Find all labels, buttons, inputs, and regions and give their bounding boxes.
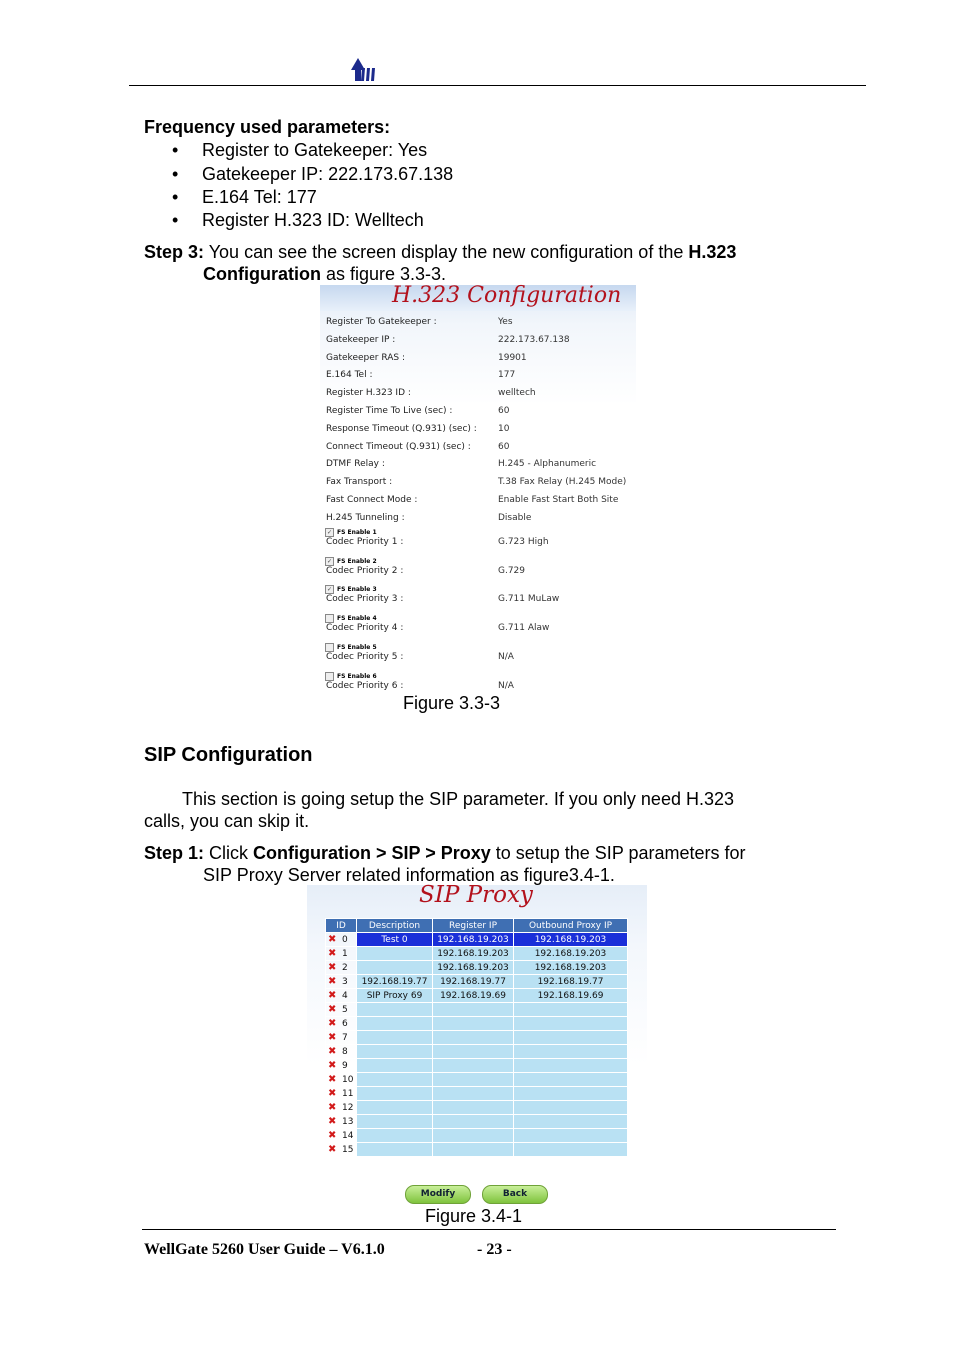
- row-id: 15: [342, 1145, 354, 1155]
- footer-page-number: - 23 -: [477, 1241, 512, 1258]
- h323-param-value: 177: [498, 370, 516, 381]
- fs-enable-checkbox[interactable]: [325, 528, 377, 537]
- header-rule: [129, 85, 866, 86]
- description-cell[interactable]: [357, 1073, 433, 1087]
- fs-enable-checkbox[interactable]: [325, 614, 377, 623]
- description-cell[interactable]: [357, 1017, 433, 1031]
- codec-priority-label: Codec Priority 6 :: [326, 680, 404, 691]
- outbound-proxy-ip-cell[interactable]: 192.168.19.203: [514, 933, 628, 947]
- description-cell[interactable]: [357, 1087, 433, 1101]
- row-id: 12: [342, 1103, 354, 1113]
- table-row[interactable]: [326, 1017, 628, 1031]
- col-register-ip: Register IP: [433, 919, 514, 933]
- row-id: 14: [342, 1131, 354, 1141]
- row-id: 8: [342, 1047, 348, 1057]
- table-row[interactable]: [326, 1045, 628, 1059]
- description-cell[interactable]: [357, 1031, 433, 1045]
- register-ip-cell[interactable]: 192.168.19.203: [433, 933, 514, 947]
- fs-enable-label: FS Enable 4: [337, 615, 377, 623]
- table-row[interactable]: [326, 1115, 628, 1129]
- delete-icon[interactable]: ✖: [328, 1032, 337, 1043]
- step3-line2: Configuration as figure 3.3-3.: [203, 264, 447, 284]
- register-ip-cell[interactable]: 192.168.19.77: [433, 975, 514, 989]
- codec-priority-value: N/A: [498, 651, 514, 662]
- step1-line1: Step 1: Click Configuration > SIP > Proxy to setup the SIP parameters for: [144, 843, 746, 863]
- outbound-proxy-ip-cell[interactable]: [514, 1059, 628, 1073]
- fs-enable-label: FS Enable 3: [337, 586, 377, 594]
- description-cell[interactable]: SIP Proxy 69: [357, 989, 433, 1003]
- step3-line1: Step 3: You can see the screen display the new configuration of the H.323: [144, 242, 737, 262]
- outbound-proxy-ip-cell[interactable]: [514, 1129, 628, 1143]
- outbound-proxy-ip-cell[interactable]: 192.168.19.77: [514, 975, 628, 989]
- codec-priority-label: Codec Priority 2 :: [326, 565, 404, 576]
- modify-button[interactable]: Modify: [405, 1185, 471, 1204]
- h323-param-value: 60: [498, 406, 510, 416]
- table-row[interactable]: [326, 1031, 628, 1045]
- table-row[interactable]: [326, 961, 628, 975]
- codec-priority-label: Codec Priority 5 :: [326, 651, 404, 662]
- delete-icon[interactable]: ✖: [328, 948, 337, 959]
- h323-param-value: 19901: [498, 352, 527, 363]
- table-row[interactable]: [326, 947, 628, 961]
- back-button[interactable]: Back: [482, 1185, 548, 1204]
- register-ip-cell[interactable]: [433, 1129, 514, 1143]
- register-ip-cell[interactable]: [433, 1073, 514, 1087]
- codec-priority-value: G.729: [498, 565, 526, 576]
- delete-icon[interactable]: ✖: [328, 1060, 337, 1071]
- register-ip-cell[interactable]: [433, 1017, 514, 1031]
- figure-caption-3-3-3: Figure 3.3-3: [403, 693, 501, 713]
- delete-icon[interactable]: ✖: [328, 1088, 337, 1099]
- sip-paragraph-line2: calls, you can skip it.: [144, 811, 310, 831]
- table-row[interactable]: [326, 1129, 628, 1143]
- codec-priority-label: Codec Priority 4 :: [326, 623, 404, 634]
- register-ip-cell[interactable]: [433, 1059, 514, 1073]
- col-outbound-proxy-ip: Outbound Proxy IP: [514, 919, 628, 933]
- description-cell[interactable]: [357, 1129, 433, 1143]
- delete-icon[interactable]: ✖: [328, 934, 337, 945]
- id-cell[interactable]: [326, 1143, 357, 1157]
- row-id: 13: [342, 1117, 354, 1127]
- description-cell[interactable]: [357, 947, 433, 961]
- id-cell[interactable]: [326, 1017, 357, 1031]
- register-ip-cell[interactable]: [433, 1031, 514, 1045]
- outbound-proxy-ip-cell[interactable]: [514, 1101, 628, 1115]
- fs-enable-checkbox[interactable]: [325, 672, 377, 681]
- row-id: 1: [342, 949, 348, 959]
- id-cell[interactable]: [326, 1059, 357, 1073]
- figure-caption-3-4-1: Figure 3.4-1: [425, 1206, 523, 1226]
- table-row[interactable]: [326, 1143, 628, 1157]
- checkbox-icon[interactable]: [325, 672, 334, 681]
- h323-param-value: 10: [498, 423, 510, 434]
- col-id: ID: [326, 919, 357, 933]
- delete-icon[interactable]: ✖: [328, 976, 337, 987]
- frequency-heading: Frequency used parameters:: [144, 117, 391, 137]
- checkbox-icon[interactable]: [325, 614, 334, 623]
- codec-priority-value: N/A: [498, 680, 514, 691]
- delete-icon[interactable]: ✖: [328, 1074, 337, 1085]
- bullet-item: • E.164 Tel: 177: [172, 187, 317, 207]
- footer-rule: [142, 1229, 836, 1230]
- id-cell[interactable]: [326, 1087, 357, 1101]
- delete-icon[interactable]: ✖: [328, 990, 337, 1001]
- bullet-item: • Register H.323 ID: Welltech: [172, 210, 424, 230]
- sip-section-heading: SIP Configuration: [144, 744, 313, 766]
- register-ip-cell[interactable]: [433, 1045, 514, 1059]
- h323-param-value: Enable Fast Start Both Site: [498, 495, 619, 505]
- delete-icon[interactable]: ✖: [328, 1130, 337, 1141]
- col-description: Description: [357, 919, 433, 933]
- h323-param-label: E.164 Tel :: [326, 370, 373, 381]
- table-row[interactable]: [326, 1073, 628, 1087]
- sip-paragraph-line1: This section is going setup the SIP parameter. If you only need H.323: [182, 789, 734, 809]
- fs-enable-label: FS Enable 2: [337, 557, 377, 565]
- delete-icon[interactable]: ✖: [328, 1004, 337, 1015]
- h323-param-label: Gatekeeper RAS :: [326, 352, 405, 363]
- bullet-item: • Register to Gatekeeper: Yes: [172, 140, 428, 160]
- h323-param-label: DTMF Relay :: [326, 459, 385, 470]
- delete-icon[interactable]: ✖: [328, 1046, 337, 1057]
- h323-title-bar: [320, 285, 636, 311]
- outbound-proxy-ip-cell[interactable]: [514, 1115, 628, 1129]
- outbound-proxy-ip-cell[interactable]: [514, 1143, 628, 1157]
- outbound-proxy-ip-cell[interactable]: 192.168.19.203: [514, 947, 628, 961]
- h323-param-value: welltech: [498, 388, 536, 399]
- register-ip-cell[interactable]: [433, 1101, 514, 1115]
- id-cell[interactable]: [326, 1101, 357, 1115]
- delete-icon[interactable]: ✖: [328, 1144, 337, 1155]
- description-cell[interactable]: [357, 1059, 433, 1073]
- table-row[interactable]: [326, 975, 628, 989]
- table-row[interactable]: [326, 1101, 628, 1115]
- codec-priority-value: G.711 MuLaw: [498, 594, 560, 605]
- outbound-proxy-ip-cell[interactable]: [514, 1017, 628, 1031]
- description-cell[interactable]: [357, 1143, 433, 1157]
- id-cell[interactable]: [326, 975, 357, 989]
- row-id: 10: [342, 1075, 354, 1085]
- codec-priority-value: G.711 Alaw: [498, 623, 550, 634]
- checkbox-icon[interactable]: ✓: [326, 529, 333, 536]
- outbound-proxy-ip-cell[interactable]: 192.168.19.69: [514, 989, 628, 1003]
- outbound-proxy-ip-cell[interactable]: [514, 1003, 628, 1017]
- table-row[interactable]: [326, 1087, 628, 1101]
- h323-param-value: 60: [498, 441, 510, 452]
- register-ip-cell[interactable]: 192.168.19.69: [433, 989, 514, 1003]
- row-id: 2: [342, 963, 348, 973]
- outbound-proxy-ip-cell[interactable]: [514, 1045, 628, 1059]
- register-ip-cell[interactable]: [433, 1003, 514, 1017]
- delete-icon[interactable]: ✖: [328, 1116, 337, 1127]
- description-cell[interactable]: [357, 1101, 433, 1115]
- outbound-proxy-ip-cell[interactable]: 192.168.19.203: [514, 961, 628, 975]
- register-ip-cell[interactable]: [433, 1143, 514, 1157]
- description-cell[interactable]: [357, 1115, 433, 1129]
- table-row[interactable]: [326, 1003, 628, 1017]
- fs-enable-label: FS Enable 5: [337, 643, 377, 651]
- checkbox-icon[interactable]: [325, 643, 334, 652]
- h323-param-label: H.245 Tunneling :: [326, 512, 405, 523]
- id-cell[interactable]: [326, 1045, 357, 1059]
- row-id: 3: [342, 977, 348, 987]
- h323-configuration-panel: [320, 285, 636, 691]
- id-cell[interactable]: [326, 1073, 357, 1087]
- register-ip-cell[interactable]: 192.168.19.203: [433, 947, 514, 961]
- h323-param-label: Register Time To Live (sec) :: [326, 406, 453, 416]
- id-cell[interactable]: [326, 1115, 357, 1129]
- description-cell[interactable]: [357, 1003, 433, 1017]
- sip-proxy-table: [325, 918, 628, 1157]
- h323-param-value: H.245 - Alphanumeric: [498, 459, 597, 470]
- description-cell[interactable]: 192.168.19.77: [357, 975, 433, 989]
- fs-enable-checkbox[interactable]: [325, 643, 377, 652]
- fs-enable-checkbox[interactable]: [325, 585, 377, 594]
- checkbox-icon[interactable]: ✓: [326, 586, 333, 594]
- h323-param-value: Disable: [498, 512, 532, 523]
- h323-title: H.323 Configuration: [392, 283, 622, 308]
- h323-param-label: Connect Timeout (Q.931) (sec) :: [326, 441, 471, 452]
- sip-proxy-title: SIP Proxy: [419, 882, 533, 908]
- id-cell[interactable]: [326, 933, 357, 947]
- outbound-proxy-ip-cell[interactable]: [514, 1073, 628, 1087]
- register-ip-cell[interactable]: [433, 1115, 514, 1129]
- table-row[interactable]: [326, 1059, 628, 1073]
- row-id: 6: [342, 1019, 348, 1029]
- h323-param-label: Fast Connect Mode :: [326, 495, 418, 505]
- register-ip-cell[interactable]: 192.168.19.203: [433, 961, 514, 975]
- delete-icon[interactable]: ✖: [328, 962, 337, 973]
- outbound-proxy-ip-cell[interactable]: [514, 1087, 628, 1101]
- h323-param-value: 222.173.67.138: [498, 334, 570, 345]
- table-row[interactable]: [326, 989, 628, 1003]
- description-cell[interactable]: [357, 1045, 433, 1059]
- sip-proxy-panel: [307, 882, 647, 1205]
- delete-icon[interactable]: ✖: [328, 1018, 337, 1029]
- id-cell[interactable]: [326, 947, 357, 961]
- h323-param-label: Fax Transport :: [326, 477, 393, 488]
- row-id: 9: [342, 1061, 348, 1071]
- step1-line2: SIP Proxy Server related information as figure3.4-1.: [203, 865, 615, 885]
- h323-param-label: Gatekeeper IP :: [326, 334, 396, 345]
- h323-param-value: T.38 Fax Relay (H.245 Mode): [498, 477, 627, 488]
- outbound-proxy-ip-cell[interactable]: [514, 1031, 628, 1045]
- fs-enable-label: FS Enable 6: [337, 672, 377, 680]
- id-cell[interactable]: [326, 961, 357, 975]
- company-logo-icon: [349, 56, 377, 82]
- id-cell[interactable]: [326, 989, 357, 1003]
- description-cell[interactable]: Test 0: [357, 933, 433, 947]
- id-cell[interactable]: [326, 1003, 357, 1017]
- id-cell[interactable]: [326, 1129, 357, 1143]
- h323-param-label: Register To Gatekeeper :: [326, 317, 437, 327]
- table-row[interactable]: [326, 933, 628, 947]
- fs-enable-checkbox[interactable]: [325, 557, 377, 566]
- register-ip-cell[interactable]: [433, 1087, 514, 1101]
- codec-priority-label: Codec Priority 3 :: [326, 594, 404, 605]
- checkbox-icon[interactable]: ✓: [326, 557, 333, 565]
- id-cell[interactable]: [326, 1031, 357, 1045]
- h323-param-label: Response Timeout (Q.931) (sec) :: [326, 423, 477, 434]
- codec-priority-value: G.723 High: [498, 537, 549, 547]
- footer-title: WellGate 5260 User Guide – V6.1.0: [144, 1241, 385, 1258]
- description-cell[interactable]: [357, 961, 433, 975]
- row-id: 7: [342, 1033, 348, 1043]
- delete-icon[interactable]: ✖: [328, 1102, 337, 1113]
- fs-enable-label: FS Enable 1: [337, 529, 377, 536]
- h323-param-label: Register H.323 ID :: [326, 388, 411, 399]
- h323-param-value: Yes: [498, 317, 513, 327]
- row-id: 11: [342, 1089, 354, 1099]
- row-id: 0: [342, 935, 348, 945]
- row-id: 4: [342, 991, 348, 1001]
- bullet-item: • Gatekeeper IP: 222.173.67.138: [172, 164, 454, 184]
- codec-priority-label: Codec Priority 1 :: [326, 537, 404, 547]
- row-id: 5: [342, 1005, 348, 1015]
